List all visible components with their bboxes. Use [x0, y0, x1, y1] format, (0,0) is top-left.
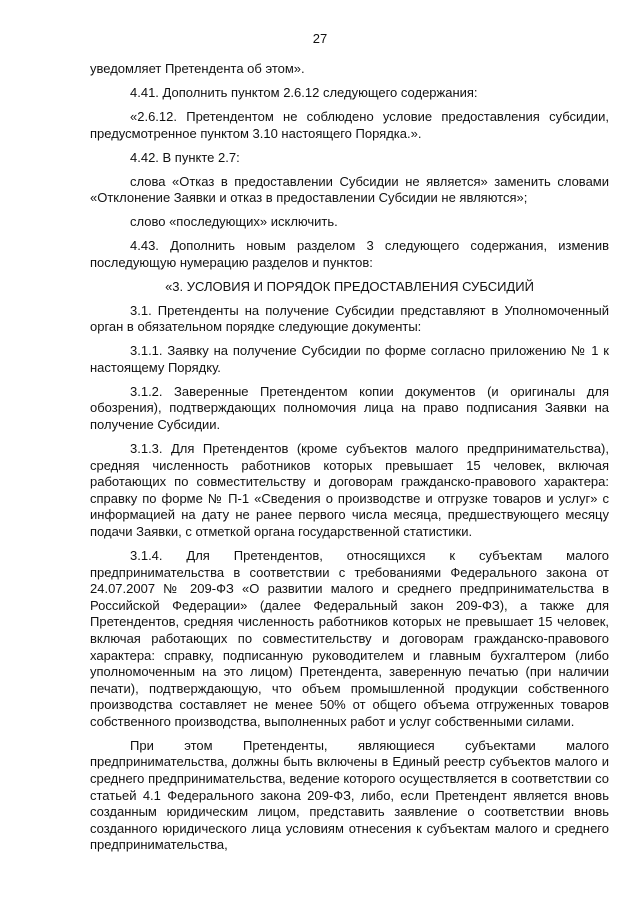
paragraph-4-43: 4.43. Дополнить новым разделом 3 следующего содержания, изменив последующую нумерацию разделов и пунктов: — [90, 238, 609, 270]
paragraph-replace-words: слова «Отказ в предоставлении Субсидии не является» заменить словами «Отклонение Заявки и отказ в предоставлении Субсидии не являются»; — [90, 173, 609, 206]
paragraph-2-6-12: «2.6.12. Претендентом не соблюдено условие предоставления субсидии, предусмотренное пунктом 3.10 настоящего Порядка.». — [90, 108, 609, 141]
paragraph-4-41: 4.41. Дополнить пунктом 2.6.12 следующего содержания: — [130, 84, 478, 100]
paragraph-3-1: 3.1. Претенденты на получение Субсидии представляют в Уполномоченный орган в обязательном порядке следующие документы: — [90, 302, 609, 335]
page-number: 27 — [312, 31, 328, 46]
paragraph-small-business: При этом Претенденты, являющиеся субъектами малого предпринимательства, должны быть включены в Единый реестр субъектов малого и среднего предпринимательства, ведение которого осуществляется в соответствии со статьей 4.1 Федерального закона 209-ФЗ, либо, если Претендент является вновь созданным юридическим лицом, представить заявление о соответствии вновь созданного юридического лица условиям отнесения к субъектам малого и среднего предпринимательства, — [90, 737, 609, 853]
paragraph-3-1-4: 3.1.4. Для Претендентов, относящихся к субъектам малого предпринимательства в соответствии с требованиями Федерального закона от 24.07.2007 № 209-ФЗ «О развитии малого и среднего предпринимательства в Российской Федерации» (далее Федеральный закон 209-ФЗ), а также для Претендентов, средняя численность работников которых не превышает 15 человек, включая работающих по совместительству и договорам гражданско-правового характера: справку, подписанную руководителем и главным бухгалтером (либо уполномоченным на это лицом) Претендента, заверенную печатью (при наличии печати), подтверждающую, что объем промышленной продукции собственного производства составляет не менее 50% от общего объема отгруженных товаров собственного производства, выполненных работ и услуг собственными силами. — [90, 547, 609, 729]
paragraph-3-1-2: 3.1.2. Заверенные Претендентом копии документов (и оригиналы для обозрения), подтверждающих полномочия лица на право подписания Заявки на получение Субсидии. — [90, 383, 609, 432]
paragraph-exclude-word: слово «последующих» исключить. — [130, 214, 338, 230]
document-body — [90, 61, 609, 854]
paragraph-3-1-1: 3.1.1. Заявку на получение Субсидии по форме согласно приложению № 1 к настоящему Порядку. — [90, 343, 609, 375]
paragraph-3-1-3: 3.1.3. Для Претендентов (кроме субъектов малого предпринимательства), средняя численность работников которых превышает 15 человек, включая работающих по совместительству и договорам гражданско-правового характера: справку по форме № П-1 «Сведения о производстве и отгрузке товаров и услуг» с информацией на дату не ранее первого числа месяца, предшествующего месяцу подачи Заявки, с отметкой органа государственной статистики. — [90, 440, 609, 539]
paragraph-4-42: 4.42. В пункте 2.7: — [130, 149, 240, 165]
paragraph-continuation: уведомляет Претендента об этом». — [90, 61, 305, 76]
section-heading: «3. УСЛОВИЯ И ПОРЯДОК ПРЕДОСТАВЛЕНИЯ СУБСИДИЙ — [165, 278, 534, 294]
